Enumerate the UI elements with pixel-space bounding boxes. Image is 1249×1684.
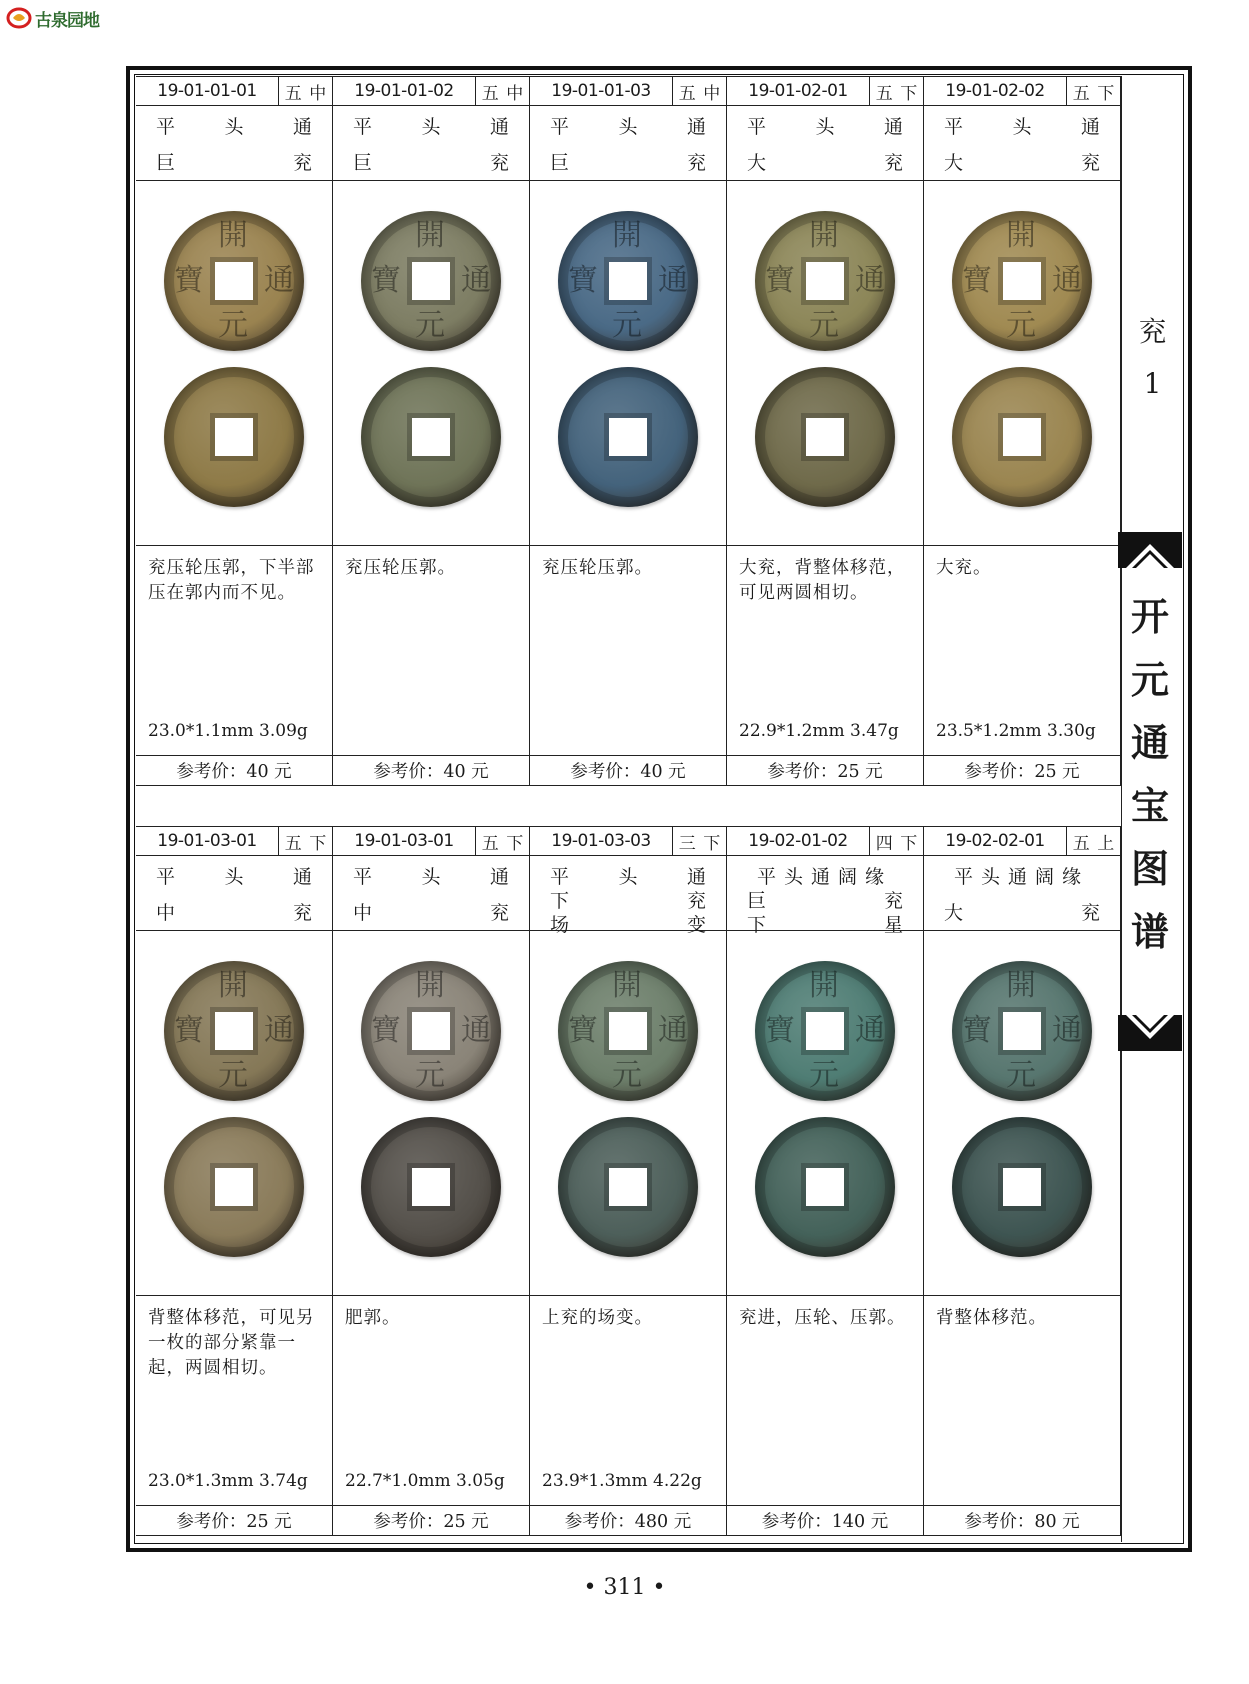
coin-description: 兖压轮压郭。 bbox=[542, 558, 653, 578]
variety-name-word: 下 bbox=[550, 890, 570, 912]
entry-header bbox=[530, 77, 726, 106]
variety-name-word: 大 bbox=[747, 152, 767, 174]
grade-char: 中 bbox=[309, 83, 327, 104]
coin-description-cell bbox=[727, 546, 923, 756]
coin-description-cell bbox=[530, 546, 726, 756]
variety-name-line bbox=[747, 112, 903, 139]
coin-inscription-mark: 寶 bbox=[174, 1013, 204, 1048]
coin-obverse-image bbox=[952, 961, 1092, 1101]
reference-price: 参考价：140 元 bbox=[761, 1511, 889, 1532]
variety-name-line bbox=[550, 886, 706, 913]
coin-obverse-image bbox=[755, 961, 895, 1101]
catalog-code: 19-02-02-01 bbox=[924, 827, 1067, 855]
coin-measurements: 22.7*1.0mm 3.05g bbox=[345, 1471, 505, 1491]
side-title-char: 通 bbox=[1130, 721, 1169, 765]
variety-name-line bbox=[353, 898, 509, 925]
coin-reverse-image bbox=[755, 1117, 895, 1257]
grade-char: 五 bbox=[481, 833, 499, 854]
coin-photo-cell bbox=[727, 181, 923, 546]
coin-obverse-image bbox=[952, 211, 1092, 351]
variety-name-word: 通 bbox=[686, 116, 706, 138]
coin-inscription-mark: 通 bbox=[855, 263, 885, 298]
coin-description: 肥郭。 bbox=[345, 1308, 401, 1328]
rarity-grade bbox=[870, 827, 923, 855]
coin-entry bbox=[530, 77, 727, 785]
variety-name-word: 中 bbox=[156, 902, 176, 924]
grade-char: 中 bbox=[703, 83, 721, 104]
coin-description: 大兖。 bbox=[936, 558, 992, 578]
coin-inscription-mark: 通 bbox=[855, 1013, 885, 1048]
variety-name-word: 巨 bbox=[353, 152, 373, 174]
rarity-grade bbox=[1067, 827, 1120, 855]
entry-header bbox=[333, 827, 529, 856]
variety-name-word: 兖 bbox=[489, 152, 509, 174]
square-hole bbox=[215, 1168, 253, 1206]
variety-name-line bbox=[944, 112, 1100, 139]
variety-name-word: 大 bbox=[944, 902, 964, 924]
variety-name-line bbox=[156, 112, 312, 139]
coin-photo-cell bbox=[530, 931, 726, 1296]
side-title-char: 开 bbox=[1130, 595, 1169, 639]
coin-description-cell bbox=[333, 546, 529, 756]
logo-text: 古泉园地 bbox=[35, 10, 99, 31]
catalog-code: 19-01-03-01 bbox=[333, 827, 476, 855]
rarity-grade bbox=[1067, 77, 1120, 105]
variety-name-word: 平 bbox=[353, 866, 373, 888]
rarity-grade bbox=[476, 77, 529, 105]
catalog-block bbox=[136, 76, 1121, 786]
coin-photo-cell bbox=[530, 181, 726, 546]
square-hole bbox=[412, 418, 450, 456]
reference-price: 参考价：25 元 bbox=[373, 1511, 489, 1532]
coin-reverse-image bbox=[558, 1117, 698, 1257]
reference-price: 参考价：40 元 bbox=[373, 761, 489, 782]
coin-description-cell bbox=[727, 1296, 923, 1506]
variety-name-line bbox=[353, 862, 509, 889]
logo-swirl-icon bbox=[6, 7, 32, 29]
square-hole bbox=[412, 1012, 450, 1050]
variety-name-word: 兖 bbox=[686, 152, 706, 174]
entry-header bbox=[136, 77, 332, 106]
coin-photo-cell bbox=[136, 181, 332, 546]
coin-entry bbox=[727, 827, 924, 1535]
variety-name-line bbox=[353, 112, 509, 139]
coin-inscription-mark: 開 bbox=[1006, 968, 1036, 1003]
variety-name-word: 下 bbox=[747, 914, 767, 936]
coin-obverse-image bbox=[558, 211, 698, 351]
coin-inscription-mark: 開 bbox=[415, 218, 445, 253]
catalog-code: 19-02-01-02 bbox=[727, 827, 870, 855]
coin-measurements: 23.9*1.3mm 4.22g bbox=[542, 1471, 702, 1491]
variety-name-word: 巨 bbox=[747, 890, 767, 912]
grade-char: 五 bbox=[1072, 833, 1090, 854]
grade-char: 中 bbox=[506, 83, 524, 104]
catalog-code: 19-01-02-01 bbox=[727, 77, 870, 105]
coin-inscription-mark: 寶 bbox=[962, 263, 992, 298]
coin-measurements: 23.0*1.3mm 3.74g bbox=[148, 1471, 308, 1491]
catalog-code: 19-01-01-03 bbox=[530, 77, 673, 105]
variety-name-line bbox=[156, 148, 312, 175]
coin-inscription-mark: 元 bbox=[1006, 1058, 1036, 1093]
coin-reverse-image bbox=[164, 1117, 304, 1257]
coin-description: 背整体移范。 bbox=[936, 1308, 1047, 1328]
square-hole bbox=[215, 418, 253, 456]
variety-name-word: 兖 bbox=[1080, 902, 1100, 924]
site-logo bbox=[6, 5, 99, 31]
coin-inscription-mark: 元 bbox=[415, 308, 445, 343]
square-hole bbox=[215, 262, 253, 300]
entry-header bbox=[530, 827, 726, 856]
variety-name-word: 星 bbox=[883, 914, 903, 936]
side-code-char: 兖 bbox=[1138, 315, 1167, 348]
coin-inscription-mark: 開 bbox=[612, 968, 642, 1003]
coin-description: 兖压轮压郭。 bbox=[345, 558, 456, 578]
variety-name-word: 变 bbox=[686, 914, 706, 936]
variety-name bbox=[727, 106, 923, 181]
variety-name-word: 兖 bbox=[1080, 152, 1100, 174]
coin-photo-cell bbox=[333, 181, 529, 546]
entry-header bbox=[727, 77, 923, 106]
variety-name bbox=[333, 106, 529, 181]
grade-char: 五 bbox=[284, 83, 302, 104]
coin-inscription-mark: 寶 bbox=[765, 263, 795, 298]
coin-inscription-mark: 開 bbox=[612, 218, 642, 253]
coin-inscription-mark: 寶 bbox=[568, 263, 598, 298]
coin-obverse-image bbox=[361, 211, 501, 351]
coin-inscription-mark: 元 bbox=[809, 308, 839, 343]
coin-inscription-mark: 開 bbox=[218, 218, 248, 253]
coin-reverse-image bbox=[952, 1117, 1092, 1257]
variety-name bbox=[333, 856, 529, 931]
coin-entry bbox=[136, 77, 333, 785]
variety-name-word: 头 bbox=[224, 866, 244, 888]
reference-price: 参考价：25 元 bbox=[964, 761, 1080, 782]
variety-name bbox=[530, 106, 726, 181]
grade-char: 四 bbox=[875, 833, 893, 854]
rarity-grade bbox=[870, 77, 923, 105]
square-hole bbox=[609, 1168, 647, 1206]
coin-reverse-image bbox=[755, 367, 895, 507]
square-hole bbox=[215, 1012, 253, 1050]
variety-name-word: 大 bbox=[944, 152, 964, 174]
variety-name-word: 兖 bbox=[686, 890, 706, 912]
coin-inscription-mark: 通 bbox=[1052, 263, 1082, 298]
variety-name bbox=[924, 856, 1120, 931]
variety-name-word: 头 bbox=[618, 866, 638, 888]
variety-name-word: 兖 bbox=[292, 152, 312, 174]
variety-name-line bbox=[944, 148, 1100, 175]
banner-top-band bbox=[1118, 532, 1182, 568]
side-title-char: 元 bbox=[1130, 658, 1169, 702]
variety-name-word: 通 bbox=[686, 866, 706, 888]
coin-measurements: 22.9*1.2mm 3.47g bbox=[739, 721, 899, 741]
side-title-banner bbox=[1118, 532, 1182, 1051]
coin-description-cell bbox=[333, 1296, 529, 1506]
grade-char: 下 bbox=[506, 833, 524, 854]
coin-description-cell bbox=[530, 1296, 726, 1506]
grade-char: 下 bbox=[1097, 83, 1115, 104]
coin-description-cell bbox=[924, 546, 1120, 756]
coin-photo-cell bbox=[727, 931, 923, 1296]
variety-name-line bbox=[353, 148, 509, 175]
square-hole bbox=[806, 262, 844, 300]
variety-name-word: 兖 bbox=[883, 890, 903, 912]
coin-inscription-mark: 開 bbox=[809, 218, 839, 253]
variety-name-word: 平 bbox=[550, 866, 570, 888]
variety-name-line bbox=[156, 898, 312, 925]
coin-inscription-mark: 開 bbox=[1006, 218, 1036, 253]
grade-char: 五 bbox=[1072, 83, 1090, 104]
coin-inscription-mark: 元 bbox=[612, 1058, 642, 1093]
grade-char: 五 bbox=[284, 833, 302, 854]
coin-entry bbox=[136, 827, 333, 1535]
variety-name-word: 平头通阔缘 bbox=[757, 866, 893, 888]
variety-name-word: 头 bbox=[421, 866, 441, 888]
coin-entry bbox=[530, 827, 727, 1535]
banner-bottom-band bbox=[1118, 1015, 1182, 1051]
coin-inscription-mark: 通 bbox=[1052, 1013, 1082, 1048]
variety-name-word: 平 bbox=[550, 116, 570, 138]
square-hole bbox=[806, 1168, 844, 1206]
variety-name-word: 中 bbox=[353, 902, 373, 924]
catalog-code: 19-01-03-01 bbox=[136, 827, 279, 855]
square-hole bbox=[1003, 1168, 1041, 1206]
square-hole bbox=[412, 262, 450, 300]
coin-inscription-mark: 寶 bbox=[371, 263, 401, 298]
side-title-text bbox=[1118, 586, 1182, 964]
coin-photo-cell bbox=[136, 931, 332, 1296]
coin-obverse-image bbox=[558, 961, 698, 1101]
variety-name-word: 兖 bbox=[489, 902, 509, 924]
rarity-grade bbox=[476, 827, 529, 855]
entry-header bbox=[333, 77, 529, 106]
grade-char: 五 bbox=[678, 83, 696, 104]
variety-name-word: 通 bbox=[489, 116, 509, 138]
square-hole bbox=[1003, 262, 1041, 300]
square-hole bbox=[806, 1012, 844, 1050]
catalog-code: 19-01-01-01 bbox=[136, 77, 279, 105]
variety-name-word: 头 bbox=[421, 116, 441, 138]
coin-inscription-mark: 通 bbox=[461, 1013, 491, 1048]
grade-char: 三 bbox=[678, 833, 696, 854]
coin-inscription-mark: 通 bbox=[264, 1013, 294, 1048]
square-hole bbox=[412, 1168, 450, 1206]
side-code-number: 1 bbox=[1143, 367, 1162, 400]
variety-name-word: 平 bbox=[944, 116, 964, 138]
square-hole bbox=[609, 262, 647, 300]
entry-header bbox=[924, 77, 1120, 106]
variety-name-line bbox=[550, 112, 706, 139]
coin-description: 背整体移范，可见另一枚的部分紧靠一起，两圆相切。 bbox=[148, 1308, 315, 1378]
grade-char: 下 bbox=[703, 833, 721, 854]
catalog-code: 19-01-02-02 bbox=[924, 77, 1067, 105]
coin-inscription-mark: 開 bbox=[415, 968, 445, 1003]
variety-name-word: 头 bbox=[815, 116, 835, 138]
square-hole bbox=[806, 418, 844, 456]
variety-name-word: 平 bbox=[747, 116, 767, 138]
reference-price: 参考价：80 元 bbox=[964, 1511, 1080, 1532]
variety-name-word: 平 bbox=[156, 116, 176, 138]
variety-name-word: 通 bbox=[489, 866, 509, 888]
coin-inscription-mark: 元 bbox=[612, 308, 642, 343]
coin-photo-cell bbox=[924, 931, 1120, 1296]
variety-name-word: 通 bbox=[292, 866, 312, 888]
coin-description: 大兖，背整体移范，可见两圆相切。 bbox=[739, 558, 906, 603]
coin-inscription-mark: 通 bbox=[264, 263, 294, 298]
catalog-code: 19-01-01-02 bbox=[333, 77, 476, 105]
coin-inscription-mark: 通 bbox=[461, 263, 491, 298]
coin-photo-cell bbox=[333, 931, 529, 1296]
variety-name-line bbox=[550, 862, 706, 889]
square-hole bbox=[609, 1012, 647, 1050]
coin-reverse-image bbox=[558, 367, 698, 507]
grade-char: 上 bbox=[1097, 833, 1115, 854]
coin-description-cell bbox=[924, 1296, 1120, 1506]
coin-inscription-mark: 元 bbox=[218, 1058, 248, 1093]
entry-header bbox=[136, 827, 332, 856]
grade-char: 五 bbox=[481, 83, 499, 104]
variety-name-word: 通 bbox=[292, 116, 312, 138]
side-panel bbox=[1121, 76, 1183, 1542]
rarity-grade bbox=[279, 827, 332, 855]
coin-measurements: 23.0*1.1mm 3.09g bbox=[148, 721, 308, 741]
coin-entry bbox=[924, 77, 1121, 785]
variety-name-word: 巨 bbox=[550, 152, 570, 174]
variety-name-line bbox=[550, 148, 706, 175]
side-title-char: 谱 bbox=[1130, 910, 1169, 954]
coin-inscription-mark: 元 bbox=[809, 1058, 839, 1093]
coin-description: 兖压轮压郭，下半部压在郭内而不见。 bbox=[148, 558, 315, 603]
coin-inscription-mark: 元 bbox=[1006, 308, 1036, 343]
variety-name-word: 头 bbox=[1012, 116, 1032, 138]
reference-price: 参考价：25 元 bbox=[767, 761, 883, 782]
coin-reverse-image bbox=[164, 367, 304, 507]
variety-name-line bbox=[747, 886, 903, 913]
grade-char: 下 bbox=[900, 83, 918, 104]
rarity-grade bbox=[673, 827, 726, 855]
rarity-grade bbox=[279, 77, 332, 105]
coin-inscription-mark: 寶 bbox=[765, 1013, 795, 1048]
grade-char: 五 bbox=[875, 83, 893, 104]
variety-name-line bbox=[156, 862, 312, 889]
variety-name-word: 场 bbox=[550, 914, 570, 936]
variety-name bbox=[530, 856, 726, 936]
coin-measurements: 23.5*1.2mm 3.30g bbox=[936, 721, 1096, 741]
grade-char: 下 bbox=[900, 833, 918, 854]
side-title-char: 宝 bbox=[1130, 784, 1169, 828]
variety-name-word: 平 bbox=[156, 866, 176, 888]
variety-name-line bbox=[747, 148, 903, 175]
coin-description-cell bbox=[136, 1296, 332, 1506]
variety-name-word: 头 bbox=[224, 116, 244, 138]
coin-reverse-image bbox=[361, 367, 501, 507]
reference-price: 参考价：25 元 bbox=[176, 1511, 292, 1532]
side-section-code bbox=[1122, 306, 1183, 410]
variety-name bbox=[727, 856, 923, 936]
variety-name-word: 兖 bbox=[292, 902, 312, 924]
coin-entry bbox=[727, 77, 924, 785]
grade-char: 下 bbox=[309, 833, 327, 854]
coin-inscription-mark: 元 bbox=[218, 308, 248, 343]
coin-inscription-mark: 通 bbox=[658, 1013, 688, 1048]
coin-obverse-image bbox=[755, 211, 895, 351]
rarity-grade bbox=[673, 77, 726, 105]
variety-name-word: 通 bbox=[883, 116, 903, 138]
coin-photo-cell bbox=[924, 181, 1120, 546]
square-hole bbox=[609, 418, 647, 456]
variety-name-word: 平 bbox=[353, 116, 373, 138]
coin-obverse-image bbox=[361, 961, 501, 1101]
coin-description: 兖进，压轮、压郭。 bbox=[739, 1308, 906, 1328]
variety-name-word: 通 bbox=[1080, 116, 1100, 138]
variety-name-word: 头 bbox=[618, 116, 638, 138]
coin-obverse-image bbox=[164, 211, 304, 351]
coin-entry bbox=[333, 827, 530, 1535]
page-number: • 311 • bbox=[583, 1575, 666, 1600]
square-hole bbox=[1003, 418, 1041, 456]
side-title-char: 图 bbox=[1130, 847, 1169, 891]
entry-header bbox=[727, 827, 923, 856]
entry-header bbox=[924, 827, 1120, 856]
variety-name bbox=[924, 106, 1120, 181]
coin-inscription-mark: 元 bbox=[415, 1058, 445, 1093]
coin-inscription-mark: 通 bbox=[658, 263, 688, 298]
reference-price: 参考价：40 元 bbox=[176, 761, 292, 782]
variety-name-word: 兖 bbox=[883, 152, 903, 174]
coin-reverse-image bbox=[952, 367, 1092, 507]
square-hole bbox=[1003, 1012, 1041, 1050]
reference-price: 参考价：40 元 bbox=[570, 761, 686, 782]
variety-name-line bbox=[757, 862, 903, 889]
coin-inscription-mark: 寶 bbox=[568, 1013, 598, 1048]
catalog-code: 19-01-03-03 bbox=[530, 827, 673, 855]
reference-price: 参考价：480 元 bbox=[564, 1511, 692, 1532]
coin-obverse-image bbox=[164, 961, 304, 1101]
variety-name-word: 巨 bbox=[156, 152, 176, 174]
coin-inscription-mark: 開 bbox=[809, 968, 839, 1003]
variety-name-word: 平头通阔缘 bbox=[954, 866, 1090, 888]
catalog-block bbox=[136, 826, 1121, 1536]
variety-name-line bbox=[954, 862, 1100, 889]
coin-description-cell bbox=[136, 546, 332, 756]
variety-name-line bbox=[944, 898, 1100, 925]
coin-description: 上兖的场变。 bbox=[542, 1308, 653, 1328]
coin-inscription-mark: 寶 bbox=[371, 1013, 401, 1048]
coin-entry bbox=[333, 77, 530, 785]
coin-inscription-mark: 開 bbox=[218, 968, 248, 1003]
coin-reverse-image bbox=[361, 1117, 501, 1257]
coin-inscription-mark: 寶 bbox=[962, 1013, 992, 1048]
coin-entry bbox=[924, 827, 1121, 1535]
variety-name bbox=[136, 106, 332, 181]
variety-name bbox=[136, 856, 332, 931]
coin-inscription-mark: 寶 bbox=[174, 263, 204, 298]
